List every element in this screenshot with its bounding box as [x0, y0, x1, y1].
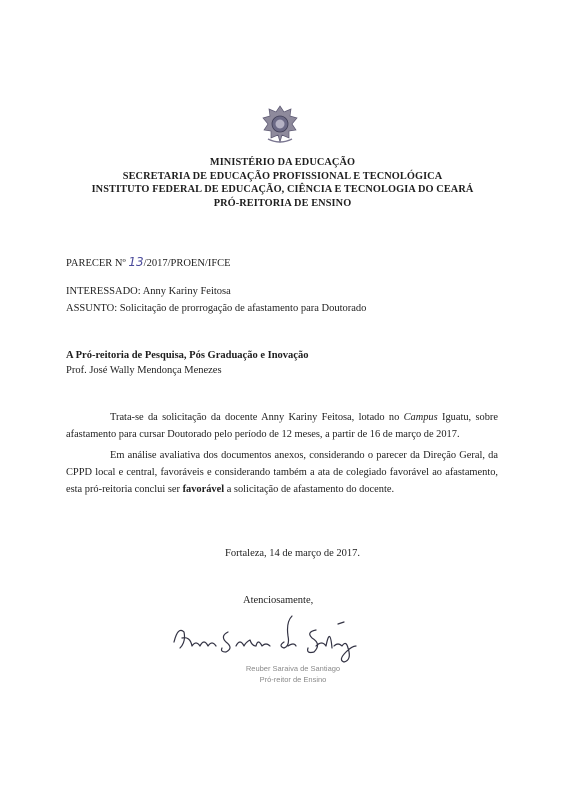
parecer-line — [66, 255, 231, 269]
handwritten-signature — [166, 602, 406, 664]
body-p1-text-b: Iguatu, sobre afastamento para cursar Doutorado pelo período de 12 meses, a partir de 16 de março de 2017. — [66, 412, 498, 440]
interessado-line: INTERESSADO: Anny Kariny Feitosa — [66, 286, 231, 297]
place-date: Fortaleza, 14 de março de 2017. — [225, 548, 360, 559]
parecer-suffix: /2017/PROEN/IFCE — [143, 258, 231, 269]
assunto-line: ASSUNTO: Solicitação de prorrogação de afastamento para Doutorado — [66, 303, 367, 314]
parecer-number: 13 — [128, 255, 144, 269]
body-p1-campus: Campus — [403, 412, 438, 423]
body-p1-text-a: Trata-se da solicitação da docente Anny Kariny Feitosa, lotado no — [110, 412, 404, 423]
body-p2-text-a: Em análise avaliativa dos documentos anexos, considerando o parecer da Direção Geral, da CPPD local e central, favoráveis e considerando também a ata de colegiado favorável ao afastamento, esta pró-reitoria conclui ser — [66, 450, 498, 495]
body-p2-favoravel: favorável — [182, 484, 225, 495]
parecer-prefix: PARECER Nº — [66, 258, 129, 269]
addressee-office: A Pró-reitoria de Pesquisa, Pós Graduação e Inovação — [66, 350, 309, 361]
body-paragraph-2 — [66, 447, 498, 498]
letterhead-department: PRÓ-REITORIA DE ENSINO — [213, 197, 352, 209]
closing: Atenciosamente, — [243, 595, 314, 606]
signer-name: Reuber Saraiva de Santiago — [245, 664, 341, 673]
addressee-block — [66, 348, 308, 378]
coat-of-arms-emblem — [262, 105, 298, 145]
addressee-name: Prof. José Wally Mendonça Menezes — [66, 365, 222, 376]
body-p2-text-c: a solicitação de afastamento do docente. — [224, 484, 395, 495]
body-paragraph-1 — [66, 409, 498, 443]
signer-block — [228, 663, 358, 685]
letterhead — [0, 156, 565, 210]
signer-title: Pró-reitor de Ensino — [259, 675, 327, 684]
letterhead-ministry: MINISTÉRIO DA EDUCAÇÃO — [209, 157, 356, 168]
letterhead-institute: INSTITUTO FEDERAL DE EDUCAÇÃO, CIÊNCIA E TECNOLOGIA DO CEARÁ — [91, 184, 474, 195]
letterhead-secretariat: SECRETARIA DE EDUCAÇÃO PROFISSIONAL E TECNOLÓGICA — [122, 170, 443, 182]
